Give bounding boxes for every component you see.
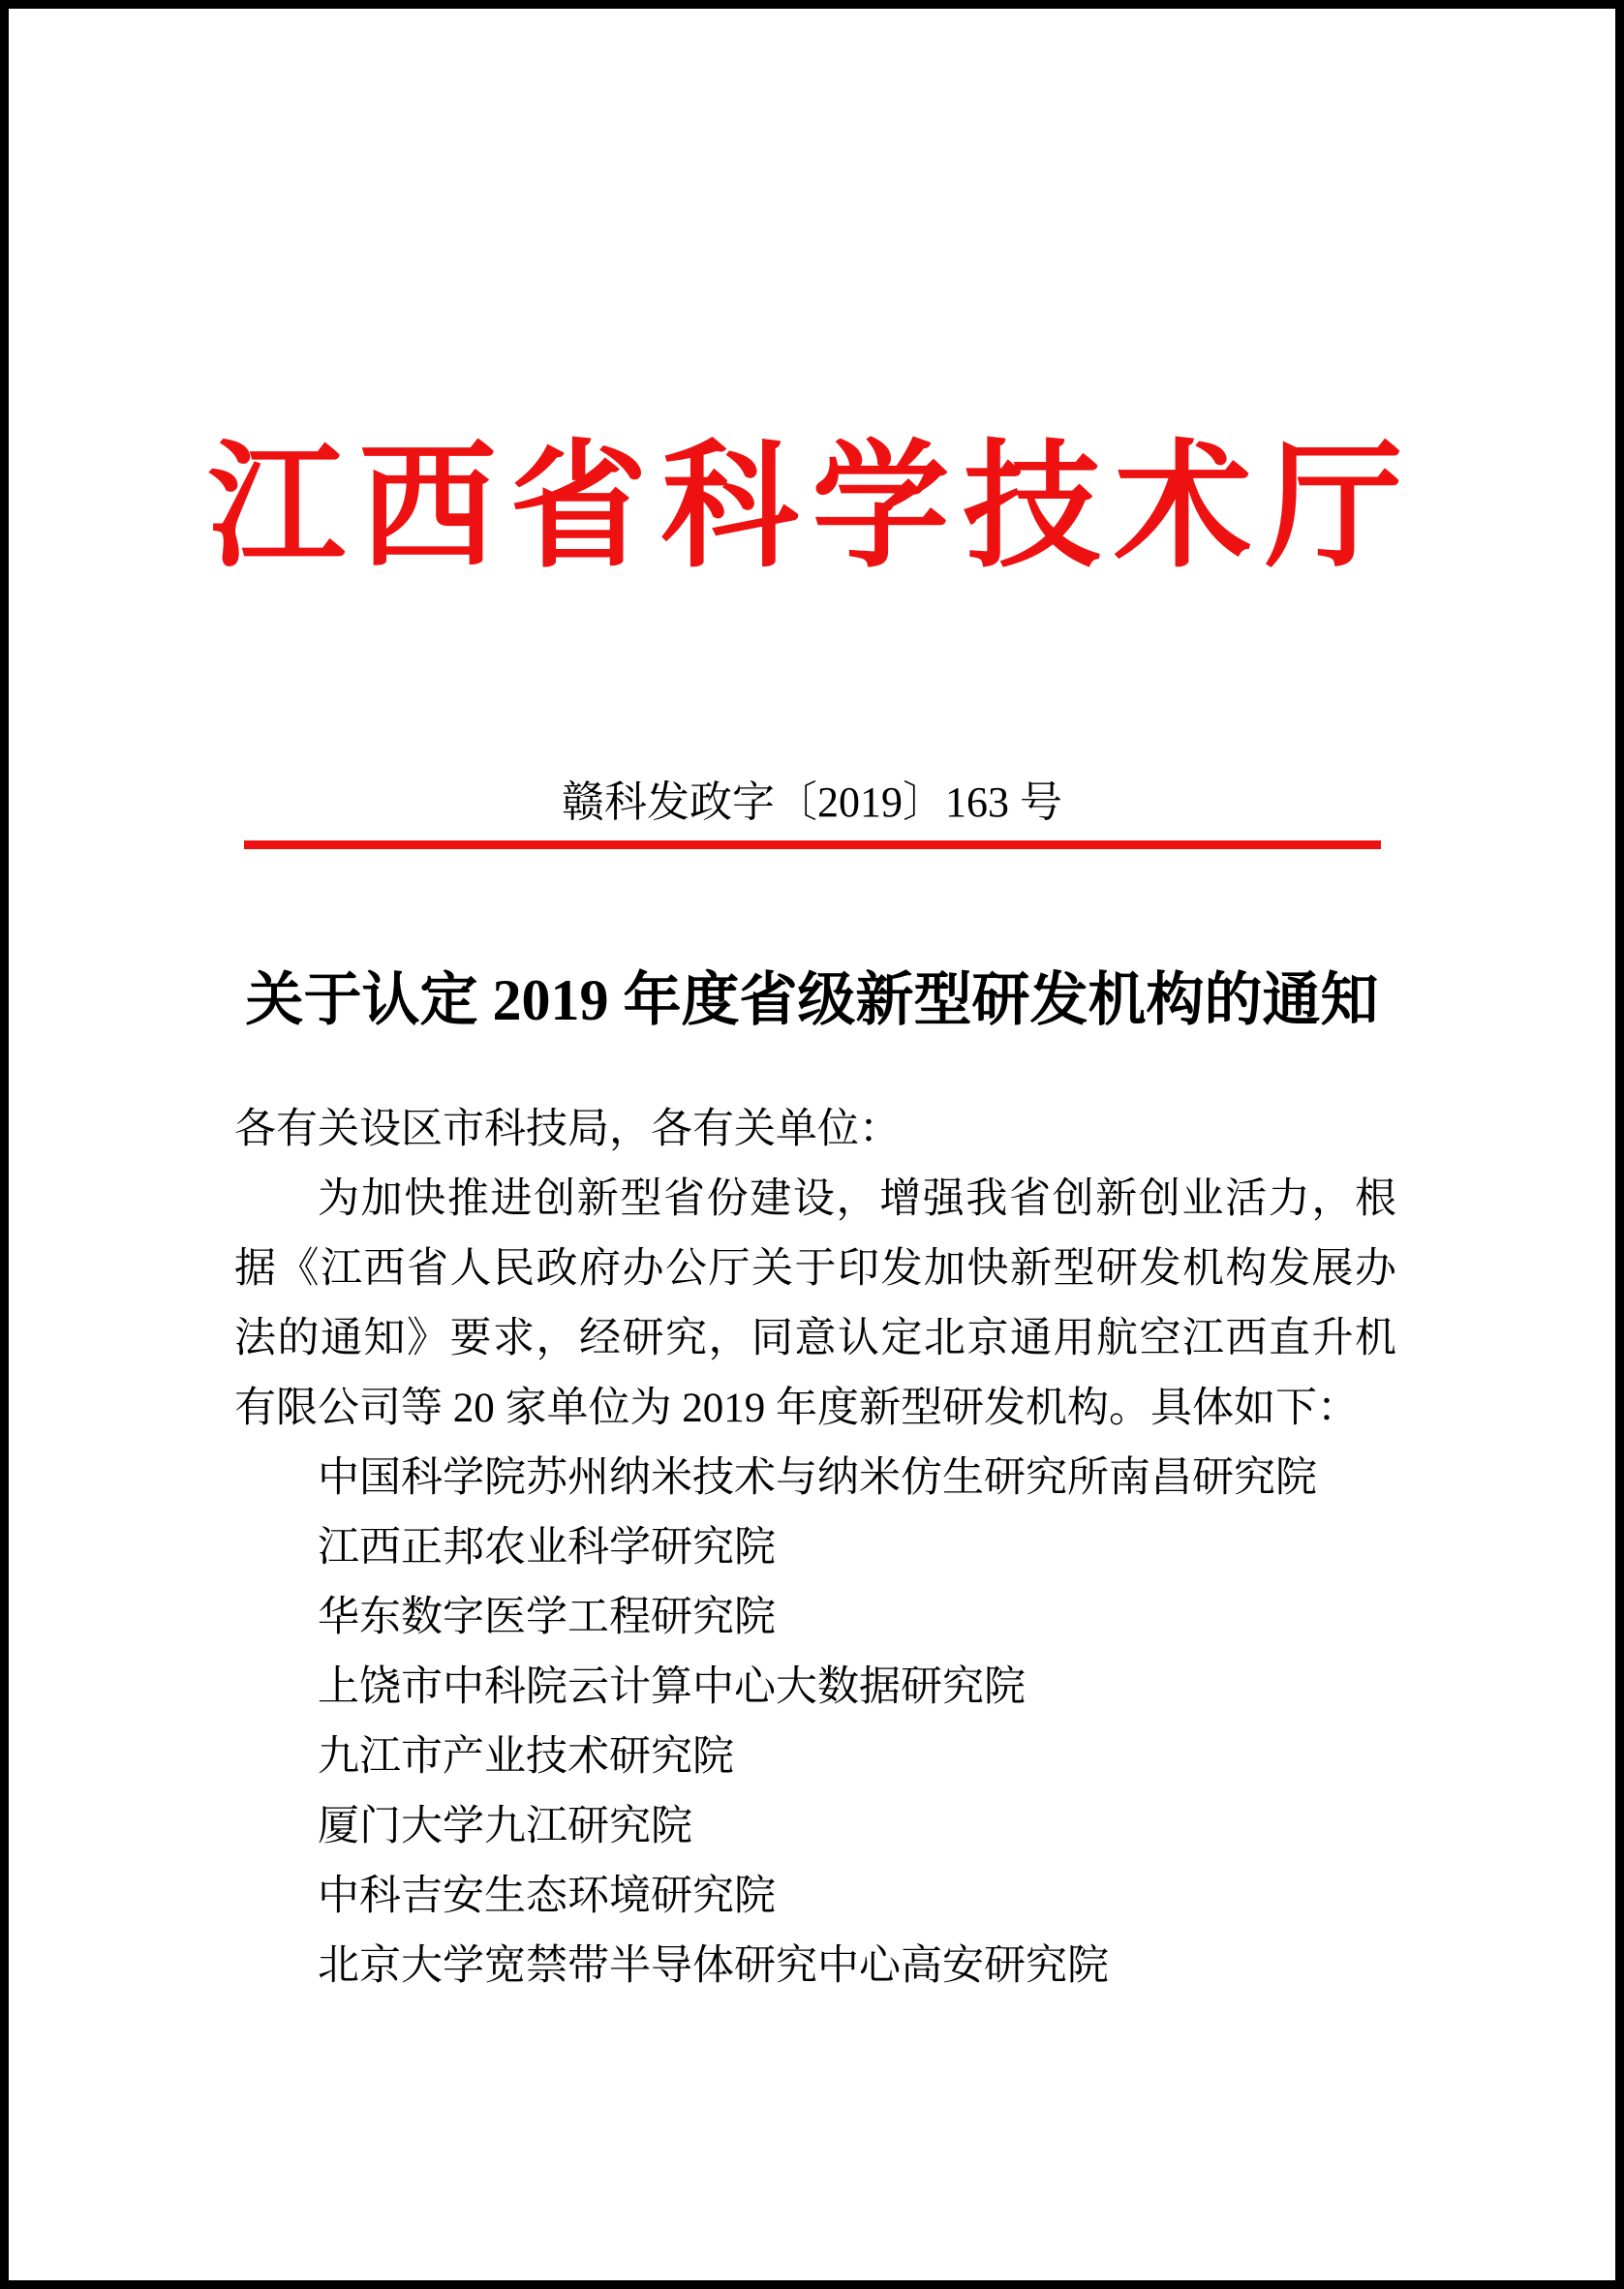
institution-item: 中国科学院苏州纳米技术与纳米仿生研究所南昌研究院 [318,1455,1317,1501]
body-paragraph: 为加快推进创新型省份建设，增强我省创新创业活力，根据《江西省人民政府办公厅关于印发加快新型研发机构发展办法的通知》要求，经研究，同意认定北京通用航空江西直升机有限公司等 20 家单位为 2019 年度新型研发机构。具体如下： [234,1176,1396,1431]
institution-item: 厦门大学九江研究院 [318,1804,692,1849]
agency-header-title: 江西省科学技术厅 [207,431,1417,584]
institution-item: 上饶市中科院云计算中心大数据研究院 [318,1664,1026,1710]
red-divider-line [244,840,1381,849]
institution-item: 江西正邦农业科学研究院 [318,1525,776,1571]
document-title: 关于认定 2019 年度省级新型研发机构的通知 [245,968,1379,1032]
document-body [234,1095,1396,2001]
institution-item: 九江市产业技术研究院 [318,1734,734,1780]
institution-item: 中科吉安生态环境研究院 [318,1874,776,1919]
salutation-line: 各有关设区市科技局，各有关单位： [234,1107,901,1152]
document-number: 赣科发政字〔2019〕163 号 [562,778,1062,826]
institution-item: 华东数字医学工程研究院 [318,1595,776,1640]
institution-item: 北京大学宽禁带半导体研究中心高安研究院 [318,1943,1109,1989]
